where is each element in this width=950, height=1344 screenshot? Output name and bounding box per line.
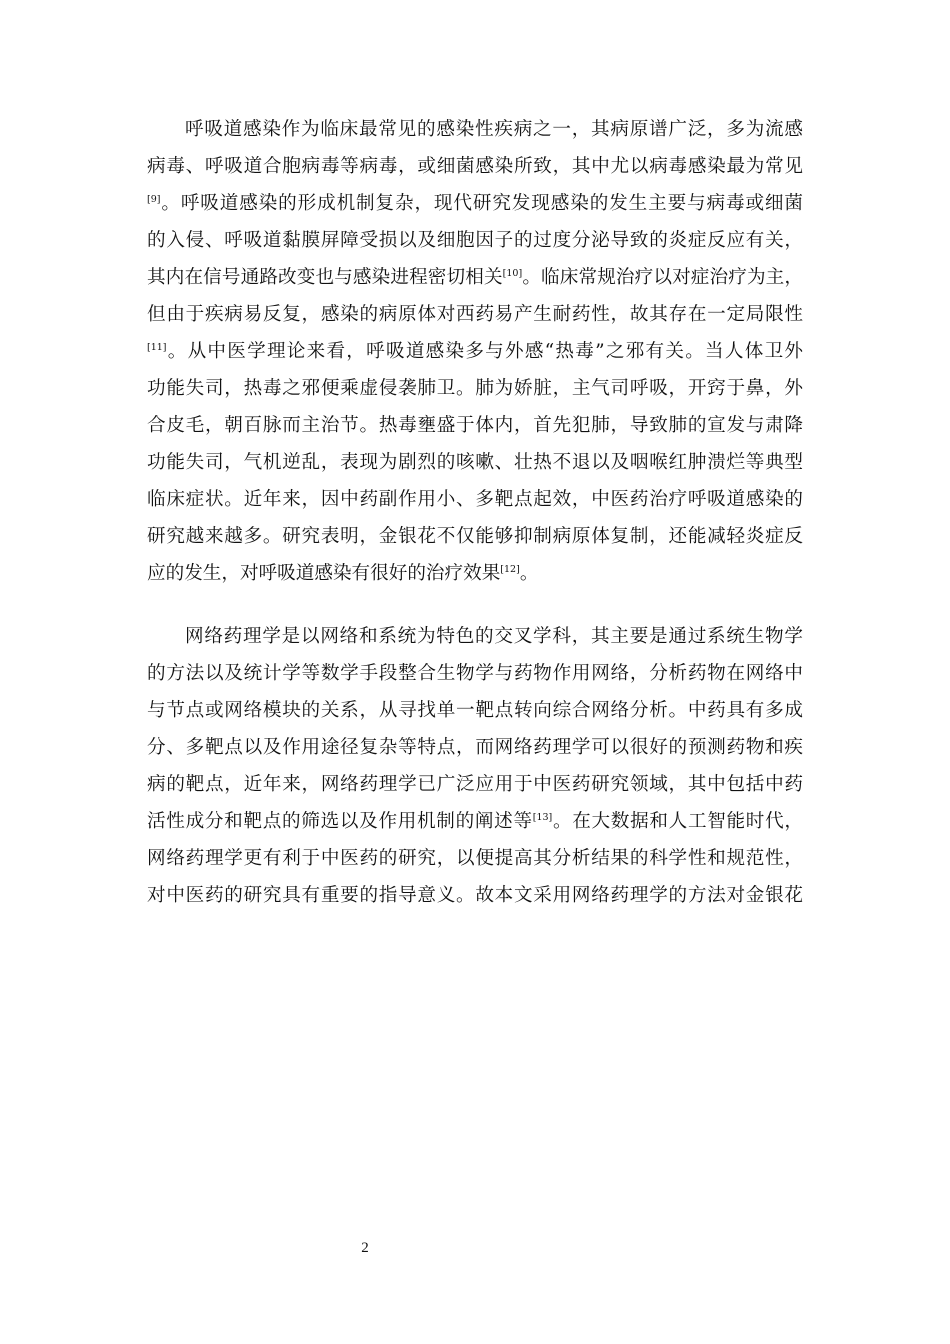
text-line: 的入侵、呼吸道黏膜屏障受损以及细胞因子的过度分泌导致的炎症反应有关， [147, 230, 803, 251]
citation: [10] [502, 268, 523, 279]
text-line: [9]。呼吸道感染的形成机制复杂，现代研究发现感染的发生主要与病毒或细菌 [147, 193, 803, 214]
text-line: 研究越来越多。研究表明，金银花不仅能够抑制病原体复制，还能减轻炎症反 [147, 526, 803, 547]
citation: [13] [532, 812, 553, 823]
text-line: 呼吸道感染作为临床最常见的感染性疾病之一，其病原谱广泛，多为流感 [185, 119, 803, 140]
text-line: 对中医药的研究具有重要的指导意义。故本文采用网络药理学的方法对金银花 [147, 885, 803, 906]
text-line: 其内在信号通路改变也与感染进程密切相关[10]。临床常规治疗以对症治疗为主， [147, 267, 803, 288]
text-line: 病毒、呼吸道合胞病毒等病毒，或细菌感染所致，其中尤以病毒感染最为常见 [147, 156, 803, 177]
citation: [9] [147, 194, 161, 205]
text-line: 但由于疾病易反复，感染的病原体对西药易产生耐药性，故其存在一定局限性 [147, 304, 803, 325]
text-line: [11]。从中医学理论来看，呼吸道感染多与外感“热毒”之邪有关。当人体卫外 [147, 341, 803, 362]
citation: [11] [147, 342, 167, 353]
text-line: 病的靶点，近年来，网络药理学已广泛应用于中医药研究领域，其中包括中药 [147, 774, 803, 795]
page-number: 2 [361, 1240, 369, 1256]
citation: [12] [500, 564, 520, 575]
text-line: 网络药理学更有利于中医药的研究，以便提高其分析结果的科学性和规范性， [147, 848, 803, 869]
text-line: 临床症状。近年来，因中药副作用小、多靶点起效，中医药治疗呼吸道感染的 [147, 489, 803, 510]
text-line: 网络药理学是以网络和系统为特色的交叉学科，其主要是通过系统生物学 [185, 626, 803, 647]
text-line: 合皮毛，朝百脉而主治节。热毒壅盛于体内，首先犯肺，导致肺的宣发与肃降 [147, 415, 803, 436]
text-line: 应的发生，对呼吸道感染有很好的治疗效果[12]。 [147, 563, 539, 584]
text-line: 的方法以及统计学等数学手段整合生物学与药物作用网络，分析药物在网络中 [147, 663, 803, 684]
text-line: 活性成分和靶点的筛选以及作用机制的阐述等[13]。在大数据和人工智能时代， [147, 811, 803, 832]
text-line: 功能失司，气机逆乱，表现为剧烈的咳嗽、壮热不退以及咽喉红肿溃烂等典型 [147, 452, 803, 473]
text-line: 分、多靶点以及作用途径复杂等特点，而网络药理学可以很好的预测药物和疾 [147, 737, 803, 758]
text-line: 与节点或网络模块的关系，从寻找单一靶点转向综合网络分析。中药具有多成 [147, 700, 803, 721]
text-line: 功能失司，热毒之邪便乘虚侵袭肺卫。肺为娇脏，主气司呼吸，开窍于鼻，外 [147, 378, 803, 399]
